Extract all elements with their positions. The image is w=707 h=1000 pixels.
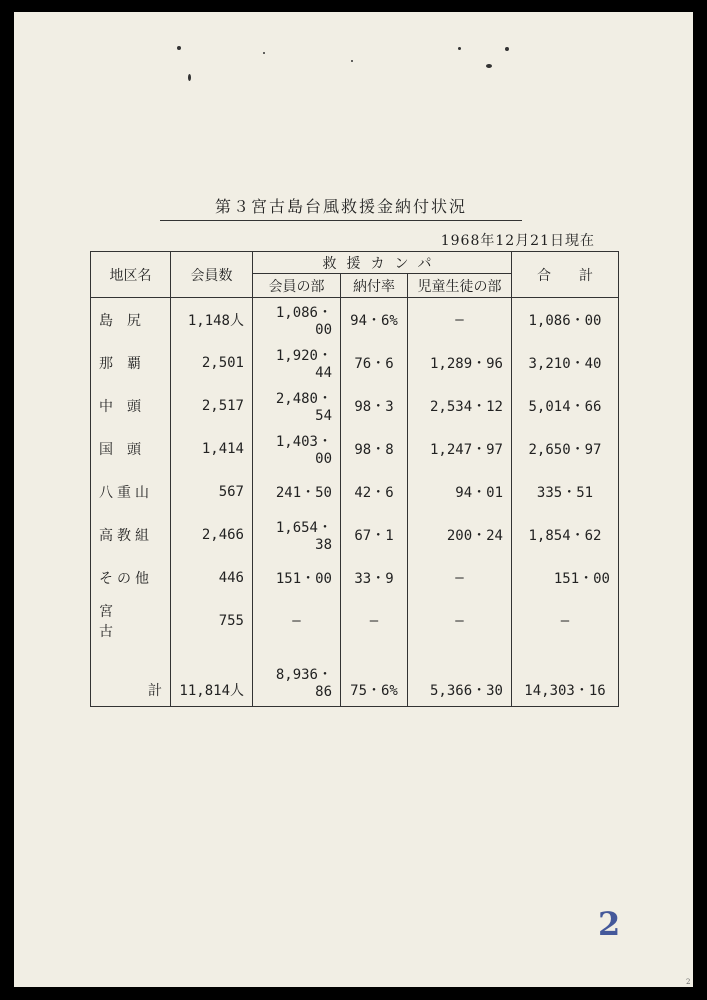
member-count: 1,414 xyxy=(171,427,253,470)
dust-speck xyxy=(177,46,181,50)
member-part-amount: 241・50 xyxy=(253,470,341,513)
member-part-amount: 1,920・44 xyxy=(253,341,341,384)
student-part-amount: 1,289・96 xyxy=(408,341,512,384)
table-row xyxy=(91,341,619,384)
page-number: 2 xyxy=(598,905,621,943)
district-name: 八重山 xyxy=(91,470,171,513)
student-part-amount: 2,534・12 xyxy=(408,384,512,427)
total-member-part: 8,936・86 xyxy=(253,642,341,707)
district-name: 島尻 xyxy=(91,298,171,342)
district-name: 中頭 xyxy=(91,384,171,427)
pay-rate: 42・6 xyxy=(341,470,408,513)
member-count: 2,501 xyxy=(171,341,253,384)
total-amount: 335・51 xyxy=(512,470,619,513)
pay-rate: 67・1 xyxy=(341,513,408,556)
report-date: 1968年12月21日現在 xyxy=(440,233,595,249)
student-part-amount: 94・01 xyxy=(408,470,512,513)
donation-status-table xyxy=(90,251,619,707)
header-donation-group: 救援カンパ xyxy=(253,252,512,274)
dust-speck xyxy=(505,47,509,51)
table-row xyxy=(91,513,619,556)
dust-speck xyxy=(351,60,353,62)
district-name: 宮古 xyxy=(91,599,171,642)
table-row xyxy=(91,427,619,470)
member-count: 446 xyxy=(171,556,253,599)
grand-total: 14,303・16 xyxy=(512,642,619,707)
header-member-part: 会員の部 xyxy=(253,274,341,298)
header-pay-rate: 納付率 xyxy=(341,274,408,298)
total-amount: 2,650・97 xyxy=(512,427,619,470)
district-name: 高教組 xyxy=(91,513,171,556)
pay-rate: 98・3 xyxy=(341,384,408,427)
table-row xyxy=(91,384,619,427)
document-title: 第３宮古島台風救援金納付状況 xyxy=(160,194,522,221)
member-part-amount: 2,480・54 xyxy=(253,384,341,427)
member-count: 755 xyxy=(171,599,253,642)
student-part-amount: 200・24 xyxy=(408,513,512,556)
dust-speck xyxy=(188,74,191,81)
total-amount: — xyxy=(512,599,619,642)
student-part-amount: 1,247・97 xyxy=(408,427,512,470)
member-part-amount: 1,086・00 xyxy=(253,298,341,342)
district-name: その他 xyxy=(91,556,171,599)
table-row xyxy=(91,599,619,642)
corner-mark: 2 xyxy=(686,978,691,986)
member-part-amount: — xyxy=(253,599,341,642)
total-pay-rate: 75・6% xyxy=(341,642,408,707)
student-part-amount: — xyxy=(408,556,512,599)
member-part-amount: 1,403・00 xyxy=(253,427,341,470)
header-members: 会員数 xyxy=(171,252,253,298)
header-total: 合 計 xyxy=(512,252,619,298)
table-row xyxy=(91,298,619,342)
table-row xyxy=(91,556,619,599)
header-district: 地区名 xyxy=(91,252,171,298)
pay-rate: 98・8 xyxy=(341,427,408,470)
total-amount: 1,854・62 xyxy=(512,513,619,556)
total-row xyxy=(91,642,619,707)
total-amount: 5,014・66 xyxy=(512,384,619,427)
district-name: 那覇 xyxy=(91,341,171,384)
member-part-amount: 1,654・38 xyxy=(253,513,341,556)
total-amount: 3,210・40 xyxy=(512,341,619,384)
member-count: 2,517 xyxy=(171,384,253,427)
header-student-part: 児童生徒の部 xyxy=(408,274,512,298)
pay-rate: 94・6% xyxy=(341,298,408,342)
total-label: 計 xyxy=(91,642,171,707)
district-name: 国頭 xyxy=(91,427,171,470)
member-count: 1,148人 xyxy=(171,298,253,342)
member-part-amount: 151・00 xyxy=(253,556,341,599)
student-part-amount: — xyxy=(408,298,512,342)
pay-rate: 76・6 xyxy=(341,341,408,384)
dust-speck xyxy=(263,52,265,54)
table-row xyxy=(91,470,619,513)
total-amount: 151・00 xyxy=(512,556,619,599)
member-count: 567 xyxy=(171,470,253,513)
total-amount: 1,086・00 xyxy=(512,298,619,342)
pay-rate: — xyxy=(341,599,408,642)
student-part-amount: — xyxy=(408,599,512,642)
pay-rate: 33・9 xyxy=(341,556,408,599)
dust-speck xyxy=(458,47,461,50)
total-student-part: 5,366・30 xyxy=(408,642,512,707)
dust-speck xyxy=(486,64,492,68)
member-count: 2,466 xyxy=(171,513,253,556)
total-member-count: 11,814人 xyxy=(171,642,253,707)
